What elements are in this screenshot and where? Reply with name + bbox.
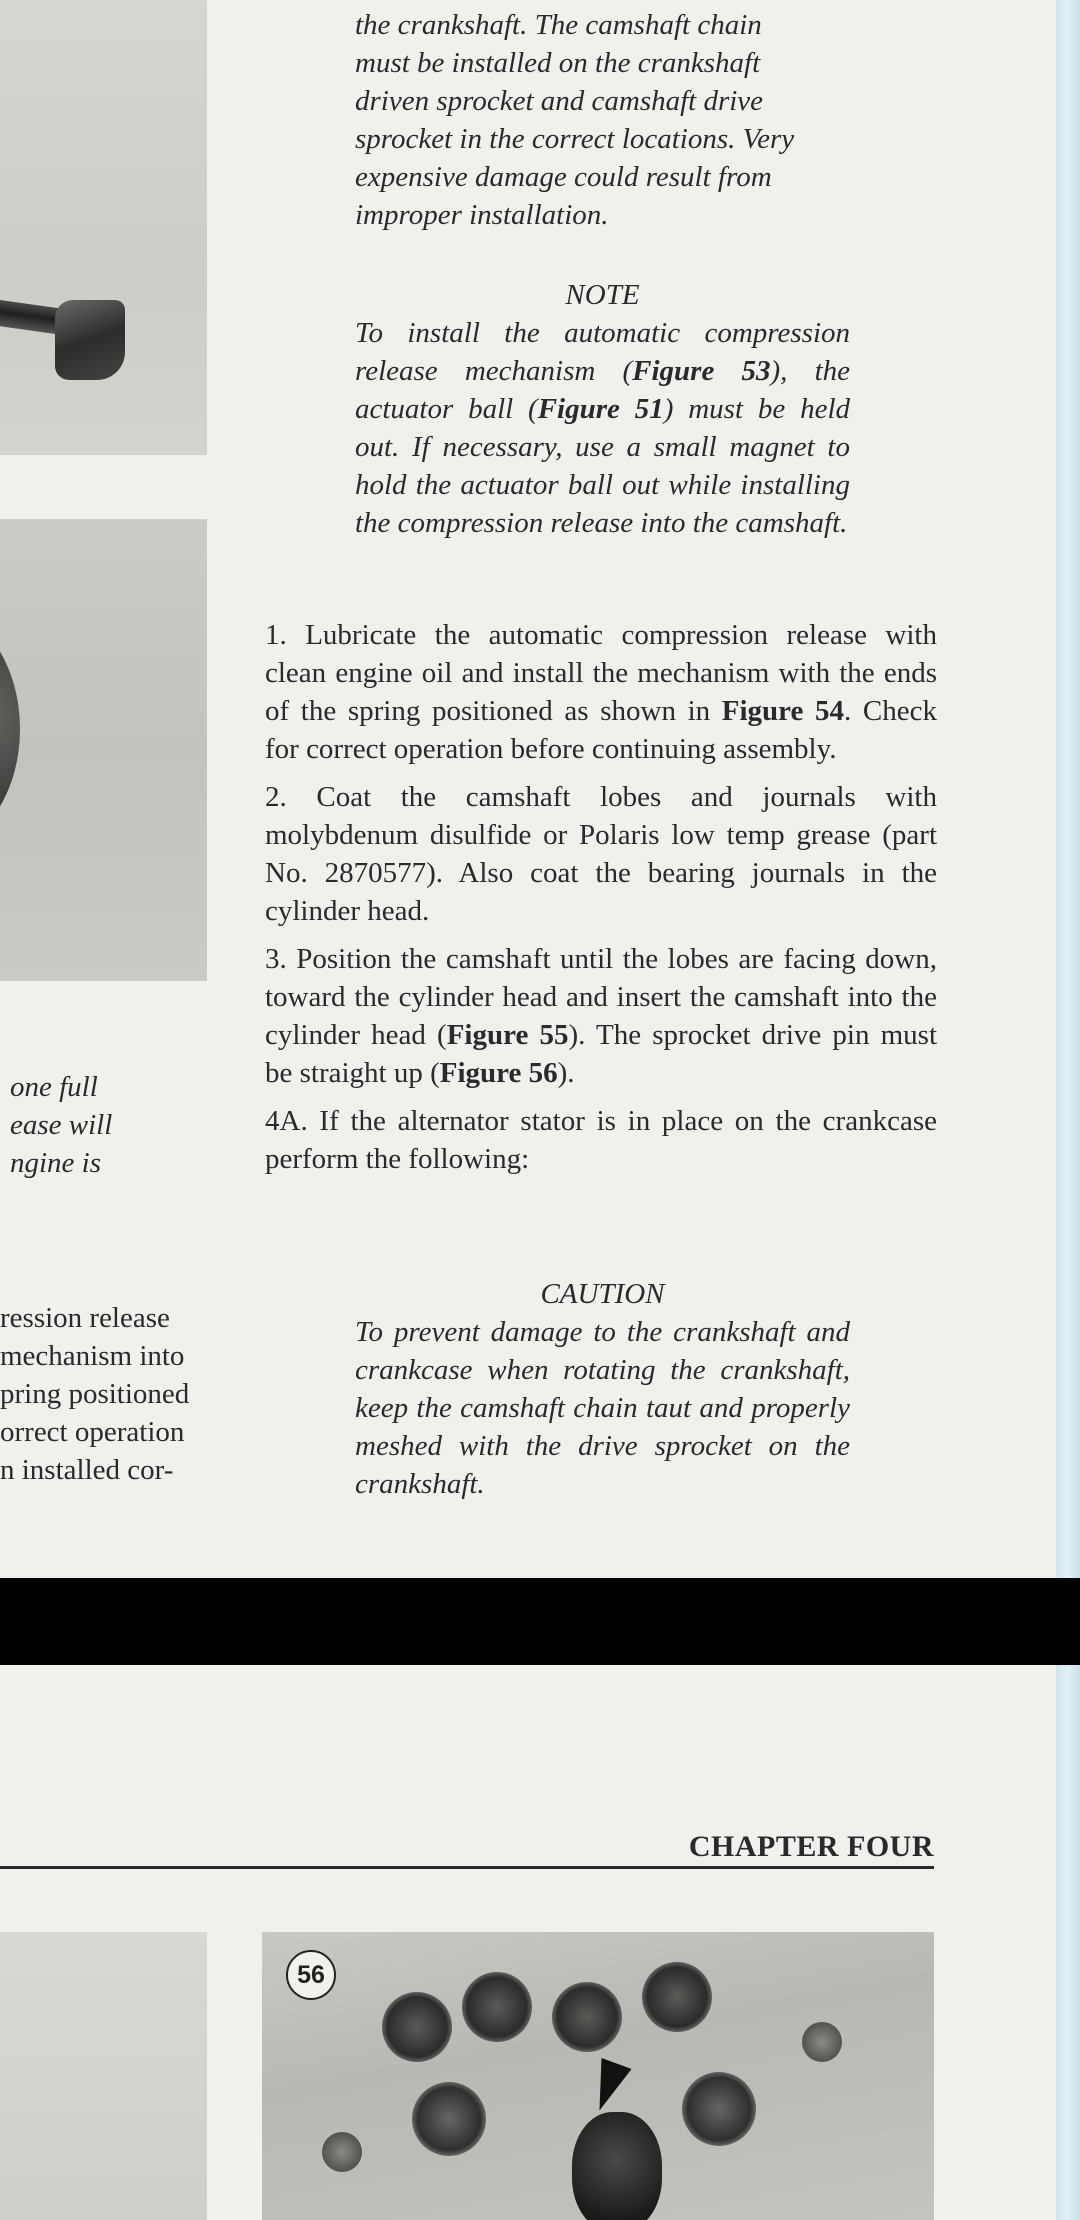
figure-55-ref[interactable]: Figure 55 (446, 1019, 569, 1051)
left-fragment-body (0, 1299, 207, 1489)
valve-spring-shape (642, 1962, 712, 2032)
step-2: 2. Coat the camshaft lobes and journals with molybdenum disulfide or Polaris low temp grease (part No. 2870577). Also coat the bearing journals in the cylinder head. (265, 781, 937, 927)
intro-line: must be installed on the crankshaft (355, 47, 761, 79)
intro-line: improper installation. (355, 199, 609, 231)
step-4a: 4A. If the alternator stator is in place on the crankcase perform the following: (265, 1105, 937, 1175)
intro-line: sprocket in the correct locations. Very (355, 123, 795, 155)
note-text-c: ) must be held out. If necessary, use a small magnet to hold the actuator ball out while installing the compression release into the camshaft. (355, 393, 851, 539)
intro-line: driven sprocket and camshaft drive (355, 85, 764, 117)
intro-line: expensive damage could result from (355, 161, 772, 193)
cylinder-head-photo (262, 1932, 934, 2220)
page-edge-strip (1056, 0, 1080, 1578)
step-1 (265, 616, 937, 768)
bolt-shape (322, 2132, 362, 2172)
tool-photo (0, 0, 207, 455)
left-fragment-line: ression release (0, 1302, 170, 1334)
left-fragment-line: orrect operation (0, 1416, 185, 1448)
step-1-text-b: . Check for correct operation before continuing assembly. (265, 695, 937, 765)
camshaft-end-shape (0, 609, 20, 849)
note-heading: NOTE (565, 279, 640, 311)
left-fragment-line: mechanism into (0, 1340, 185, 1372)
valve-spring-shape (382, 1992, 452, 2062)
valve-spring-shape (462, 1972, 532, 2042)
assembly-steps (265, 616, 937, 1188)
left-fragment-line: ease will (10, 1109, 113, 1141)
intro-line: the crankshaft. The camshaft chain (355, 9, 762, 41)
left-photo-strip (0, 1932, 207, 2220)
compression-release-photo (0, 519, 207, 981)
caution-text: To prevent damage to the crankshaft and crankcase when rotating the crankshaft, keep the camshaft chain taut and properly meshed with the drive sprocket on the crankshaft. (355, 1316, 850, 1500)
figure-51-ref[interactable]: Figure 51 (537, 393, 664, 425)
chapter-title: CHAPTER FOUR (688, 1830, 934, 1863)
valve-spring-shape (552, 1982, 622, 2052)
left-fragment-line: one full (10, 1071, 98, 1103)
page-edge-strip (1056, 1665, 1080, 2220)
figure-54-ref[interactable]: Figure 54 (721, 695, 845, 727)
bolt-shape (802, 2022, 842, 2062)
left-fragment-line: ngine is (10, 1147, 102, 1179)
valve-spring-shape (412, 2082, 486, 2156)
note-text-a: To install the automatic compression release mechanism ( (355, 317, 850, 387)
intro-caution-text (355, 6, 850, 234)
figure-number-badge: 56 (286, 1950, 336, 2000)
figure-53-ref[interactable]: Figure 53 (632, 355, 771, 387)
step-3-text-a: 3. Position the camshaft until the lobes are facing down, toward the cylinder head and insert the camshaft into the cylinder head ( (265, 943, 937, 1051)
drive-pin-arrow-icon (584, 2058, 631, 2116)
figure-56-ref[interactable]: Figure 56 (439, 1057, 558, 1089)
valve-spring-shape (682, 2072, 756, 2146)
tool-head-shape (55, 300, 125, 380)
camshaft-sprocket-shape (572, 2112, 662, 2220)
left-fragment-line: n installed cor- (0, 1454, 174, 1486)
note-text-b: ), the actuator ball ( (355, 355, 851, 425)
step-1-text-a: 1. Lubricate the automatic compression release with clean engine oil and install the mechanism with the ends of the spring positioned as shown in (265, 619, 937, 727)
left-fragment-italic (10, 1068, 217, 1182)
step-3 (265, 940, 937, 1092)
step-3-text-c: ). (557, 1057, 575, 1089)
note-text (355, 314, 850, 542)
step-3-text-b: ). The sprocket drive pin must be straight up ( (265, 1019, 937, 1089)
chapter-rule (0, 1866, 934, 1869)
left-fragment-line: pring positioned (0, 1378, 190, 1410)
caution-heading: CAUTION (540, 1278, 665, 1310)
